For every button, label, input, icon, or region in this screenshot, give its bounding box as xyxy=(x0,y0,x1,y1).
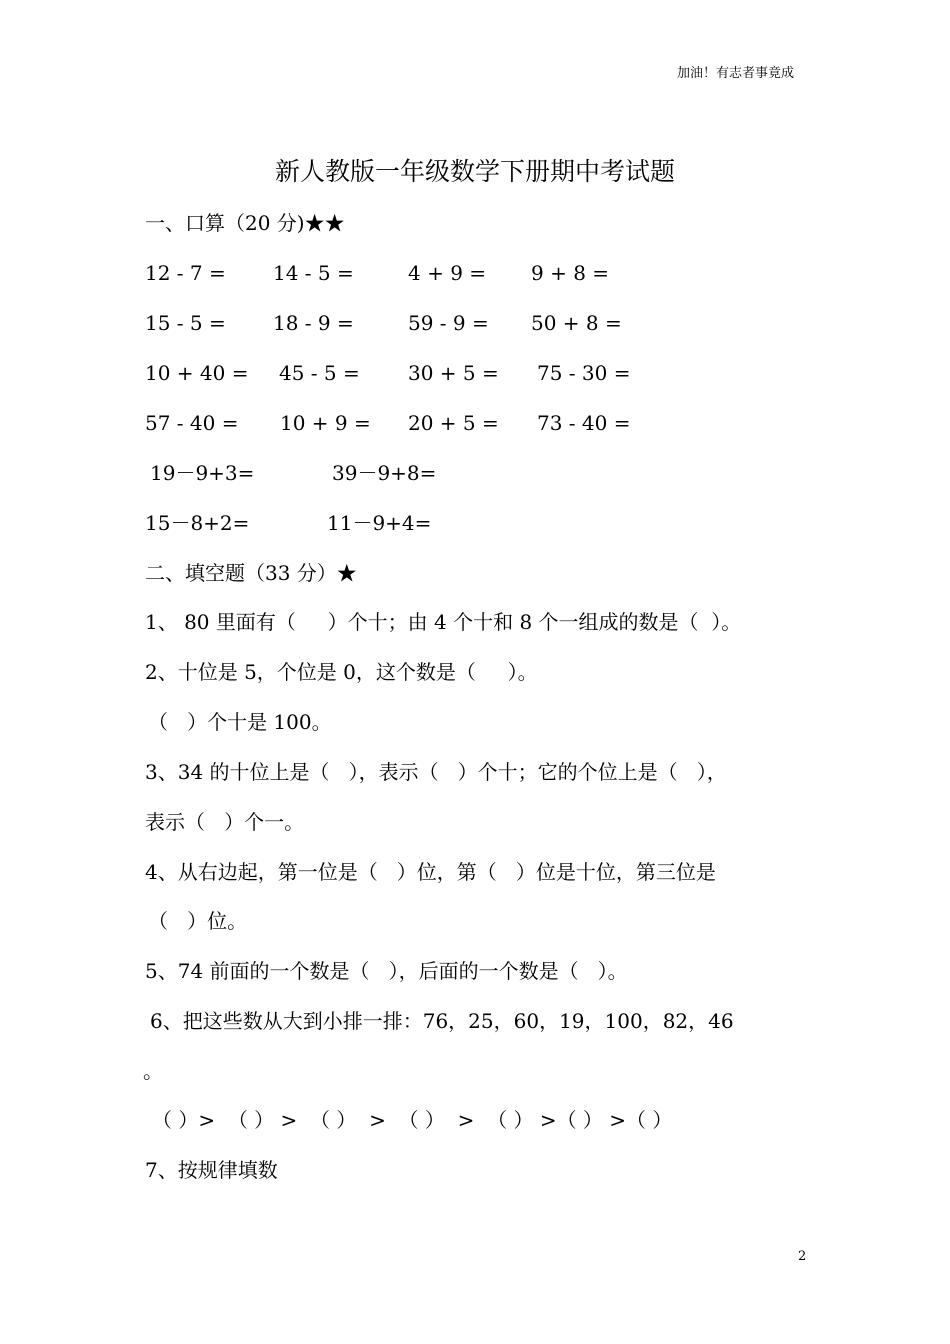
question-line: 1、 80 里面有（ ）个十；由 4 个十和 8 个一组成的数是（ ）。 xyxy=(145,610,742,634)
page-number: 2 xyxy=(798,1249,807,1264)
oral-calc-problem: 10 + 40 = xyxy=(145,361,249,385)
question-line: 2、十位是 5，个位是 0，这个数是（ ）。 xyxy=(145,660,538,684)
mixed-calc-problem: 39－9+8= xyxy=(332,461,437,485)
question-line: 3、34 的十位上是（ ），表示（ ）个十；它的个位上是（ ）， xyxy=(145,760,727,784)
section1-heading: 一、口算（20 分)★★ xyxy=(145,211,345,235)
header-motto: 加油！有志者事竟成 xyxy=(677,66,795,81)
oral-calc-problem: 50 + 8 = xyxy=(531,311,622,335)
question-line: 表示（ ）个一。 xyxy=(145,810,305,834)
oral-calc-problem: 73 - 40 = xyxy=(537,411,631,435)
oral-calc-problem: 4 + 9 = xyxy=(408,261,487,285)
question-line: 。 xyxy=(143,1059,163,1083)
question-line: 5、74 前面的一个数是（ ），后面的一个数是（ ）。 xyxy=(145,959,628,983)
mixed-calc-problem: 11－9+4= xyxy=(327,511,432,535)
oral-calc-problem: 57 - 40 = xyxy=(145,411,239,435)
page-title: 新人教版一年级数学下册期中考试题 xyxy=(274,157,675,186)
question-line: （ ）位。 xyxy=(148,909,248,933)
mixed-calc-problem: 15－8+2= xyxy=(145,511,250,535)
oral-calc-problem: 59 - 9 = xyxy=(408,311,489,335)
question-line: 6、把这些数从大到小排一排：76，25，60，19，100，82，46 xyxy=(150,1009,734,1033)
oral-calc-problem: 45 - 5 = xyxy=(279,361,360,385)
oral-calc-problem: 75 - 30 = xyxy=(537,361,631,385)
oral-calc-problem: 14 - 5 = xyxy=(273,261,354,285)
question-line: 7、按规律填数 xyxy=(145,1158,278,1182)
oral-calc-problem: 15 - 5 = xyxy=(145,311,226,335)
oral-calc-problem: 18 - 9 = xyxy=(273,311,354,335)
oral-calc-problem: 30 + 5 = xyxy=(408,361,499,385)
section2-heading: 二、填空题（33 分）★ xyxy=(145,561,357,585)
oral-calc-problem: 20 + 5 = xyxy=(408,411,499,435)
mixed-calc-problem: 19－9+3= xyxy=(150,461,255,485)
question-line: 4、从右边起，第一位是（ ）位，第（ ）位是十位，第三位是 xyxy=(145,860,716,884)
question-line: （ ）个十是 100。 xyxy=(148,710,332,734)
oral-calc-problem: 10 + 9 = xyxy=(280,411,371,435)
ordering-blanks: （ ）> （ ） > （ ） > （ ） > （ ） >（ ） >（ ） xyxy=(152,1108,673,1132)
oral-calc-problem: 12 - 7 = xyxy=(145,261,226,285)
oral-calc-problem: 9 + 8 = xyxy=(531,261,610,285)
